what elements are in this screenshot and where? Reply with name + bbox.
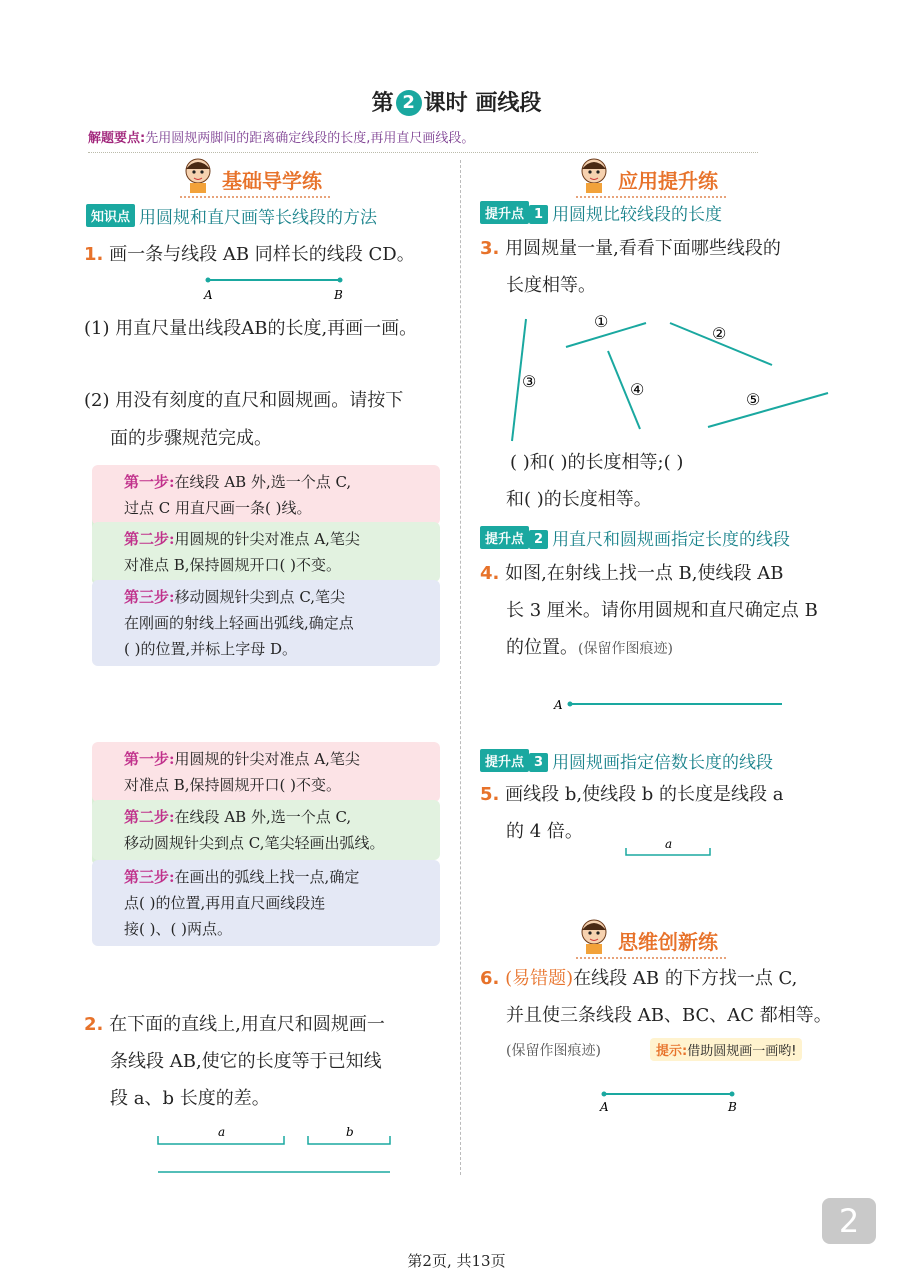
question-text: 如图,在射线上找一点 B,使线段 AB: [505, 563, 784, 584]
question-text: 在线段 AB 的下方找一点 C,: [573, 968, 798, 989]
improve-text: 用圆规画指定倍数长度的线段: [552, 753, 774, 773]
knowledge-text: 用圆规和直尺画等长线段的方法: [139, 208, 378, 228]
improve-point-1: [480, 200, 722, 225]
label-a: a: [218, 1125, 226, 1139]
improve-point-3: [480, 748, 773, 773]
method1-step3: [92, 580, 440, 666]
hint-label: 提示:: [656, 1044, 688, 1059]
q3-answer-1: ( )和( )的长度相等;( ): [510, 452, 684, 473]
step-text: 在线段 AB 外,选一个点 C,: [174, 473, 352, 491]
step-label: 第二步:: [124, 808, 175, 826]
question-4: [480, 555, 855, 592]
label-a: A: [600, 1100, 609, 1114]
hint-box: [650, 1038, 802, 1061]
page-number-badge: 2: [822, 1198, 876, 1244]
segment-a-figure: [622, 834, 716, 860]
ray-figure: [552, 694, 792, 714]
point-a: [206, 278, 211, 283]
improve-tag: 提升点: [480, 526, 529, 549]
question-3: [480, 230, 850, 267]
label-b: B: [334, 288, 343, 302]
knowledge-point: [86, 203, 377, 228]
error-prone-tag: (易错题): [505, 968, 574, 989]
column-divider: [460, 160, 461, 1175]
step-text: 在线段 AB 外,选一个点 C,: [174, 808, 352, 826]
cartoon-kid-icon: [180, 155, 216, 195]
question-3-line2: 长度相等。: [506, 275, 596, 296]
question-text: 在下面的直线上,用直尺和圆规画一: [109, 1014, 385, 1035]
step-text: 用圆规的针尖对准点 A,笔尖: [174, 750, 360, 768]
label-4: ④: [630, 380, 645, 399]
cartoon-kid-icon: [576, 155, 612, 195]
segments-a-b-figure: [150, 1120, 400, 1180]
point-b: [730, 1092, 735, 1097]
question-number: 6.: [480, 968, 500, 989]
tip-label: 解题要点:: [88, 131, 146, 146]
question-6: [480, 960, 855, 997]
method2-step1: [92, 742, 440, 802]
section-applied-practice: [576, 165, 726, 198]
step-text: ( )的位置,并标上字母 D。: [124, 640, 298, 658]
label-a: A: [554, 698, 563, 712]
improve-point-2: [480, 525, 790, 550]
step-text: 点( )的位置,再用直尺画线段连: [124, 894, 326, 912]
lesson-number-badge: 2: [396, 90, 422, 116]
method2-step2: [92, 800, 440, 860]
q1-part-2-line1: (2) 用没有刻度的直尺和圆规画。请按下: [84, 390, 404, 411]
section-title: 应用提升练: [618, 169, 718, 193]
label-a: a: [665, 837, 673, 851]
title-suffix: 课时 画线段: [423, 91, 542, 116]
q3-segments-figure: [490, 305, 850, 450]
question-number: 5.: [480, 784, 500, 805]
knowledge-tag: 知识点: [86, 204, 135, 227]
lesson-title: [0, 86, 913, 117]
question-text: 画线段 b,使线段 b 的长度是线段 a: [505, 784, 784, 805]
label-5: ⑤: [746, 390, 761, 409]
improve-num: 2: [529, 530, 548, 549]
improve-num: 3: [529, 753, 548, 772]
q6-note: (保留作图痕迹): [506, 1043, 601, 1059]
page-footer: 第2页, 共13页: [407, 1252, 506, 1270]
question-1: [84, 236, 454, 273]
step-text: 移动圆规针尖到点 C,笔尖轻画出弧线。: [124, 834, 385, 852]
q3-answer-2: 和( )的长度相等。: [506, 489, 652, 510]
method1-step1: [92, 465, 440, 525]
step-label: 第三步:: [124, 588, 175, 606]
improve-text: 用直尺和圆规画指定长度的线段: [552, 530, 791, 550]
step-label: 第三步:: [124, 868, 175, 886]
label-b: B: [728, 1100, 737, 1114]
method2-step3: [92, 860, 440, 946]
question-number: 3.: [480, 238, 500, 259]
label-a: A: [204, 288, 213, 302]
label-2: ②: [712, 324, 727, 343]
label-3: ③: [522, 372, 537, 391]
question-text: 画一条与线段 AB 同样长的线段 CD。: [109, 244, 415, 265]
question-number: 2.: [84, 1014, 104, 1035]
improve-num: 1: [529, 205, 548, 224]
tip-text: 先用圆规两脚间的距离确定线段的长度,再用直尺画线段。: [145, 131, 475, 146]
segment-ab-figure: [196, 272, 356, 306]
section-title: 基础导学练: [222, 169, 322, 193]
question-text: 用圆规量一量,看看下面哪些线段的: [505, 238, 781, 259]
q1-part-2-line2: 面的步骤规范完成。: [110, 428, 272, 449]
solution-tip: [88, 127, 758, 153]
step-text: 接( )、( )两点。: [124, 920, 232, 938]
segment-5: [708, 393, 828, 427]
improve-text: 用圆规比较线段的长度: [552, 205, 723, 225]
improve-tag: 提升点: [480, 749, 529, 772]
question-2-line3: 段 a、b 长度的差。: [110, 1088, 270, 1109]
question-text: 的位置。: [506, 637, 578, 658]
segment-ab-figure-q6: [594, 1084, 744, 1114]
question-5: [480, 776, 855, 813]
question-2: [84, 1006, 454, 1043]
question-6-line2: 并且使三条线段 AB、BC、AC 都相等。: [506, 1005, 832, 1026]
step-text: 过点 C 用直尺画一条( )线。: [124, 499, 312, 517]
section-basic-practice: [180, 165, 330, 198]
step-text: 在画出的弧线上找一点,确定: [174, 868, 360, 886]
step-text: 对准点 B,保持圆规开口( )不变。: [124, 556, 342, 574]
section-title: 思维创新练: [618, 930, 718, 954]
section-thinking-innovation: [576, 926, 726, 959]
step-label: 第一步:: [124, 750, 175, 768]
step-text: 在刚画的射线上轻画出弧线,确定点: [124, 614, 354, 632]
step-text: 对准点 B,保持圆规开口( )不变。: [124, 776, 342, 794]
method1-step2: [92, 522, 440, 582]
question-number: 1.: [84, 244, 104, 265]
q1-part-1: (1) 用直尺量出线段AB的长度,再画一画。: [84, 318, 418, 339]
step-label: 第一步:: [124, 473, 175, 491]
label-1: ①: [594, 312, 609, 331]
question-number: 4.: [480, 563, 500, 584]
point-a: [602, 1092, 607, 1097]
question-4-line2: 长 3 厘米。请你用圆规和直尺确定点 B: [506, 600, 818, 621]
step-label: 第二步:: [124, 530, 175, 548]
hint-text: 借助圆规画一画哟!: [687, 1044, 797, 1059]
question-2-line2: 条线段 AB,使它的长度等于已知线: [110, 1051, 382, 1072]
note: (保留作图痕迹): [578, 641, 673, 657]
question-5-line2: 的 4 倍。: [506, 821, 583, 842]
label-b: b: [346, 1125, 354, 1139]
step-text: 移动圆规针尖到点 C,笔尖: [174, 588, 346, 606]
cartoon-kid-icon: [576, 916, 612, 956]
improve-tag: 提升点: [480, 201, 529, 224]
point-b: [338, 278, 343, 283]
title-prefix: 第: [371, 91, 394, 116]
step-text: 用圆规的针尖对准点 A,笔尖: [174, 530, 360, 548]
question-4-line3: [506, 629, 673, 668]
